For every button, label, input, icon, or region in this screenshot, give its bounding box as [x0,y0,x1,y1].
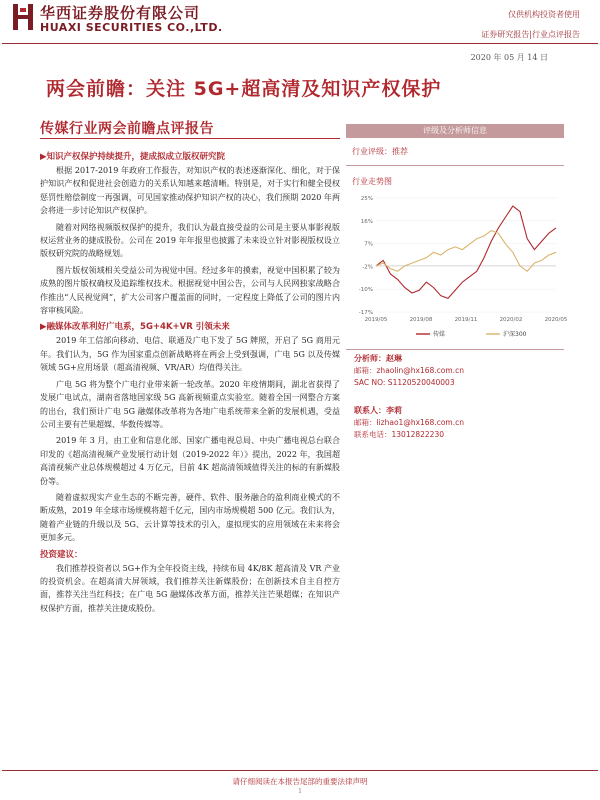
paragraph: 随着虚拟现实产业生态的不断完善，硬件、软件、服务融合的盈利商业模式的不断成熟，2019 年全球市场规模将超千亿元，国内市场规模超 500 亿元。我们认为，随着产业链的升级以及 5G、云计算等技术的引入，虚拟现实的应用领域在未来将会更加多元。 [40,492,340,543]
analyst-label: 分析师： [354,353,386,363]
y-tick-label: 16% [360,218,373,225]
y-tick-label: -17% [358,310,373,316]
trend-chart-title: 行业走势图 [352,177,392,186]
contact-name: 李莉 [386,405,402,415]
panel-header: 评级及分析师信息 [346,124,564,138]
company-name-cn: 华西证券股份有限公司 [40,4,201,22]
x-tick-label: 2019/05 [364,317,388,323]
panel-divider [346,165,564,166]
report-title: 两会前瞻：关注 5G+超高清及知识产权保护 [46,78,442,100]
x-tick-label: 2020/02 [499,317,523,323]
y-tick-label: -10% [358,287,373,294]
paragraph: 根据 2017-2019 年政府工作报告，对知识产权的表述逐渐深化、细化，对于保护知识产权和促进社会创造力的关系认知越来越清晰。特别是，对于实行和健全侵权惩罚性赔偿制度一再强调，可见国家推动保护知识产权的决心，我们预期 2020 年两会将进一步讨论知识产权保护。 [40,166,340,216]
series-line-csi300 [376,231,556,272]
report-date: 2020 年 05 月 14 日 [470,53,548,62]
x-tick-label: 2019/11 [454,317,478,323]
x-tick-label: 2019/08 [409,317,433,323]
subtitle-underline [40,138,340,139]
y-tick-label: 25% [360,196,373,202]
report-subtitle: 传媒行业两会前瞻点评报告 [40,121,214,137]
section-heading-investment: 投资建议： [40,549,83,560]
paragraph: 我们推荐投资者以 5G+作为全年投资主线，持续布局 4K/8K 超高清及 VR 产业的投资机会。在超高清大屏领域，我们推荐关注新媒股份；在创新技术自主自控方面，推荐关注当红科技；在广电 5G 融媒体改革方面，推荐关注芒果超媒；在知识产权保护方面，推荐关注捷成股份。 [40,563,340,613]
contact-phone: 联系电话：13012822230 [354,430,444,439]
company-name-en: HUAXI SECURITIES CO.,LTD. [40,21,223,34]
paragraph: 广电 5G 将为整个广电行业带来新一轮改革。2020 年疫情期间，湖北省获得了发展广电试点，湖南省落地国家级 5G 高新视频重点实验室。随着全国一网整合方案的出台，我们预计广电 5G 融媒体改革将为各地广电系统带来全新的发展机遇，受益公司主要有芒果超媒、华数传媒等。 [40,379,340,429]
paragraph: 图片版权领域相关受益公司为视觉中国。经过多年的摸索，视觉中国积累了较为成熟的图片版权确权及追踪维权技术。根据视觉中国公告，公司与人民网独家战略合作推出“人民视觉网”，扩大公司客户覆盖面的同时，一定程度上降低了公司的图片内容审核风险。 [40,265,340,316]
report-type: 证券研究报告|行业点评报告 [481,30,580,39]
audience-note: 仅供机构投资者使用 [508,10,580,19]
analyst-block [354,352,464,389]
section-heading-5g: ▶融媒体改革利好广电系，5G+4K+VR 引领未来 [40,322,230,333]
series-line-media [376,206,556,298]
analyst-email: 邮箱：zhaolin@hx168.com.cn [354,366,464,375]
header [0,0,600,50]
panel-divider [346,349,564,350]
legend-label: 传媒 [433,331,446,338]
contact-email: 邮箱：lizhao1@hx168.com.cn [354,418,464,427]
y-tick-label: 7% [364,241,373,248]
y-tick-label: -2% [362,264,373,271]
industry-rating [346,146,564,157]
header-divider [2,43,598,44]
rating-value: 推荐 [392,147,408,156]
x-tick-label: 2020/05 [544,317,568,323]
rating-label: 行业评级： [352,147,392,156]
footer-divider [2,770,598,771]
main-body [40,150,340,618]
analyst-sac: SAC NO: S1120520040003 [354,378,455,387]
contact-block [354,404,464,441]
paragraph: 2019 年工信部向移动、电信、联通及广电下发了 5G 牌照，开启了 5G 商用元年。我们认为，5G 作为国家重点创新战略将在两会上受到强调，广电 5G 以及传媒领域 5G+应用场景（超高清视频、VR/AR）均值得关注。 [40,336,340,373]
paragraph: 随着对网络视频版权保护的提升，我们认为最直接受益的公司是主要从事影视版权运营业务的捷成股份。公司在 2019 年年报里也披露了未来设立针对影视版权设立版权研究院的战略规划。 [40,222,340,259]
analyst-name: 赵琳 [386,353,402,363]
paragraph: 2019 年 3 月，由工业和信息化部、国家广播电视总局、中央广播电视总台联合印发的《超高清视频产业发展行动计划（2019-2022 年）》提出，2022 年，我国超高清视频产业总体规模超过 4 万亿元，目前 4K 超高清领域值得关注的标的有新媒股份等。 [40,436,340,486]
info-panel [346,124,568,439]
page-number: 1 [298,788,302,795]
section-heading-ip: ▶知识产权保护持续提升，捷成拟成立版权研究院 [40,152,226,162]
company-logo [10,2,36,32]
legal-notice: 请仔细阅读在本报告尾部的重要法律声明 [232,777,368,786]
legend-label: 沪深300 [503,331,527,338]
contact-label: 联系人： [354,405,386,415]
